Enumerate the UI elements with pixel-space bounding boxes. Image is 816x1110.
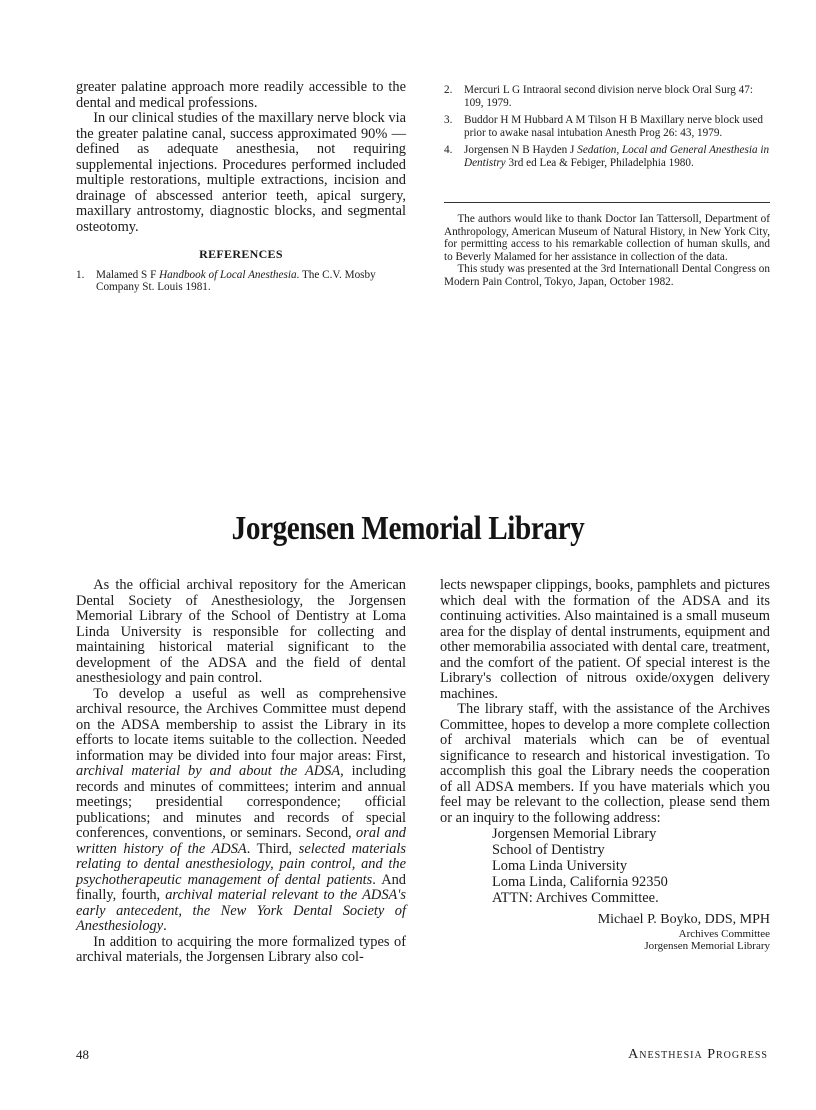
reference-list-left (76, 269, 406, 294)
article-paragraph-1: As the official archival repository for the American Dental Society of Anesthesiology, the Jorgensen Memorial Library of the School of Dentistry at Loma Linda University is responsible for collecting and maintaining historical material significant to the development of the ADSA and the field of dental anesthesiology and pain control. (76, 577, 406, 686)
signature-block (440, 912, 770, 952)
text-run: . And finally, fourth, (76, 871, 406, 903)
emphasis-run: oral and written history of the ADSA (76, 825, 406, 857)
emphasis-run: archival material by and about the ADSA, (76, 763, 344, 779)
reference-item-3 (444, 114, 770, 139)
reference-number: 3. (444, 114, 453, 127)
reference-authors: Jorgensen N B Hayden J (464, 144, 578, 157)
reference-item-1 (76, 269, 406, 294)
address-line: Jorgensen Memorial Library (492, 826, 657, 842)
mailing-address (492, 826, 770, 906)
reference-number: 2. (444, 84, 453, 96)
article-paragraph-2 (76, 687, 406, 935)
article-paragraph-4: lects newspaper clippings, books, pamphlets and pictures which deal with the formation of the ADSA and its continuing activities. Also maintained is a small museum area for the display of dental instruments, equipment and other memorabilia associated with dental care, treatment, and the comfort of the patient. Of special interest is the Library's collection of nitrous oxide/oxygen delivery machines. (440, 577, 770, 702)
references-heading: REFERENCES (199, 247, 283, 261)
address-line: School of Dentistry (492, 842, 605, 858)
top-right-column (444, 84, 770, 175)
text-run: . Third, (246, 840, 299, 857)
author-name: Michael P. Boyko, DDS, MPH (597, 912, 770, 927)
reference-item-4 (444, 144, 770, 169)
acknowledgments (444, 213, 770, 289)
author-affiliation: Jorgensen Memorial Library (644, 939, 770, 952)
journal-name: Anesthesia Progress (628, 1047, 768, 1062)
emphasis-run: archival material relevant to the ADSA's early antecedent, the New York Dental Society of Anesthesiology (76, 887, 406, 934)
continued-paragraph: greater palatine approach more readily accessible to the dental and medical professions. (76, 79, 406, 111)
reference-authors: Malamed S F (96, 268, 160, 281)
text-run: including records and minutes of committees; interim and annual meetings; presidential correspondence; official publications; and minutes and records of special conferences, conventions, or seminars. Second, (76, 763, 406, 841)
reference-title: Sedation, Local and General Anesthesia in Dentistry (464, 144, 770, 169)
reference-item-2 (444, 84, 770, 109)
reference-number: 4. (444, 144, 453, 157)
reference-text: Buddor H M Hubbard A M Tilson H B Maxillary nerve block used prior to awake nasal intubation Anesth Prog 26: 43, 1979. (464, 114, 763, 139)
presentation-note: This study was presented at the 3rd Internationall Dental Congress on Modern Pain Control, Tokyo, Japan, October 1982. (444, 263, 770, 288)
reference-title: Handbook of Local Anesthesia (159, 268, 297, 281)
reference-list-right (444, 84, 770, 170)
top-left-column (76, 80, 406, 299)
reference-number: 1. (76, 268, 85, 281)
article-right-column (440, 578, 770, 952)
text-run: To develop a useful as well as comprehensive archival resource, the Archives Committee must depend on the ADSA membership to assist the Library in its efforts to locate items suitable to the collection. Needed information may be divided into four major areas: First, (76, 685, 406, 764)
reference-text: Mercuri L G Intraoral second division nerve block Oral Surg 47: 109, 1979. (464, 84, 753, 109)
article-left-column (76, 578, 406, 966)
article-title: Jorgensen Memorial Library (231, 510, 585, 547)
article-paragraph-5: The library staff, with the assistance of the Archives Committee, hopes to develop a more complete collection of archival materials which can be of eventual significance to research and historical investigation. To accomplish this goal the Library needs the cooperation of all ADSA members. If you have materials which you feel may be relevant to the collection, please send them or an inquiry to the following address: (440, 701, 770, 826)
reference-details: 3rd ed Lea & Febiger, Philadelphia 1980. (505, 156, 694, 169)
emphasis-run: selected materials relating to dental anesthesiology, pain control, and the psychotherapeutic management of dental patients (76, 840, 406, 888)
author-role: Archives Committee (678, 927, 770, 940)
clinical-studies-paragraph: In our clinical studies of the maxillary nerve block via the greater palatine canal, success approximated 90% — defined as adequate anesthesia, not requiring supplemental injections. Procedures performed included multiple restorations, multiple extractions, incision and drainage of abscessed anterior teeth, apical surgery, maxillary antrostomy, diagnostic blocks, and segmental osteotomy. (76, 110, 406, 235)
acknowledgment-divider (444, 202, 770, 203)
reference-details: . The C.V. Mosby Company St. Louis 1981. (96, 268, 376, 294)
acknowledgment-text: The authors would like to thank Doctor Ian Tattersoll, Department of Anthropology, American Museum of Natural History, in New York City, for permitting access to his remarkable collection of human skulls, and to Beverly Malamed for her assistance in collection of the data. (444, 213, 770, 263)
text-run: . (163, 918, 167, 934)
address-line: Loma Linda, California 92350 (492, 874, 668, 890)
address-line: Loma Linda University (492, 858, 628, 874)
page-number: 48 (76, 1047, 89, 1062)
article-paragraph-3: In addition to acquiring the more formalized types of archival materials, the Jorgensen Library also col- (76, 933, 406, 965)
address-line: ATTN: Archives Committee. (492, 890, 659, 906)
